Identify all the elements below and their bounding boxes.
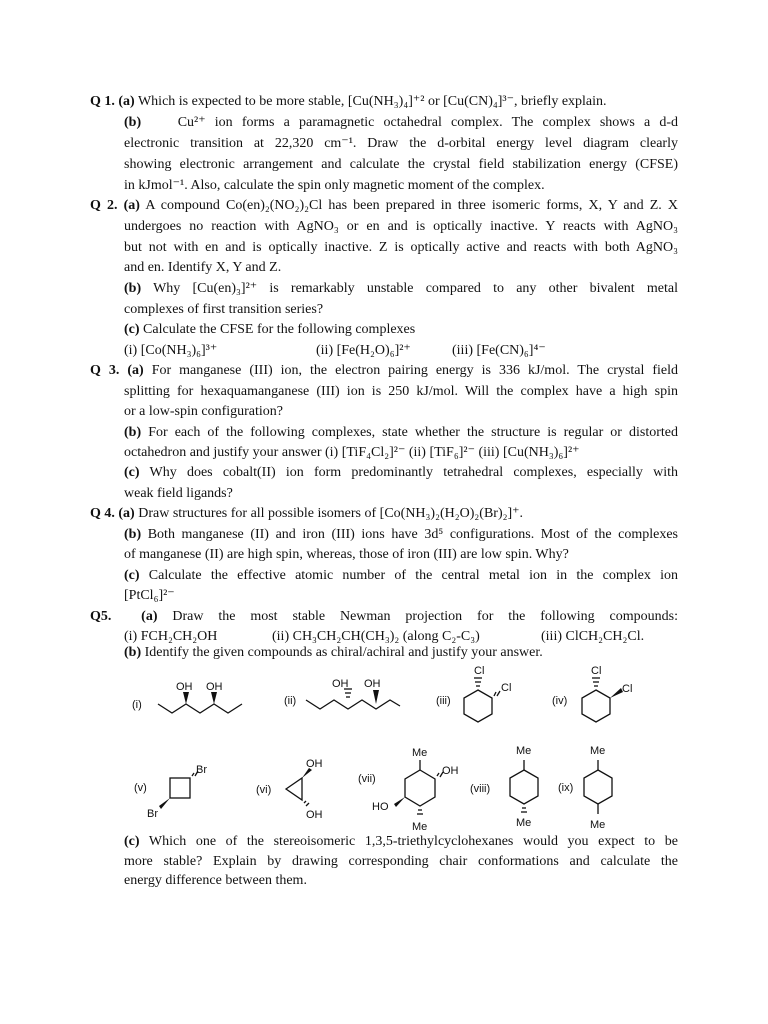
structure-ix — [558, 745, 612, 831]
structure-iii-hash-5 — [497, 691, 500, 696]
structure-v-ring — [170, 778, 190, 798]
structure-iii-cl-1: Cl — [474, 665, 485, 677]
q2-a-line4: and en. Identify X, Y and Z. — [124, 260, 282, 275]
q2-a-part: (a) — [123, 198, 140, 213]
structure-viii-ring — [510, 770, 538, 804]
structure-ix-me-bottom: Me — [590, 819, 606, 831]
structure-viii-label: (viii) — [470, 783, 491, 795]
structure-vii-label: (vii) — [358, 773, 376, 785]
structure-ii-oh-2: OH — [364, 678, 381, 690]
q3-b-part: (b) — [124, 425, 142, 440]
q5-c-text1: Which one of the stereoisomeric 1,3,5-triethylcyclohexanes would you expect to be — [148, 834, 678, 849]
q3-b-line2: octahedron and justify your answer (i) [TiF₄Cl₂]²⁻ (ii) [TiF₆]²⁻ (iii) [Cu(NH₃)₆]²⁺ — [124, 445, 580, 460]
structure-iii-hash-4 — [494, 692, 496, 696]
structure-ii-label: (ii) — [284, 695, 297, 707]
q5-a-i: (i) FCH₂CH₂OH — [124, 629, 218, 644]
q4-a-line1: Q 4. (a) Draw structures for all possible isomers of [Co(NH₃)₂(H₂O)₂(Br)₂]⁺. — [90, 506, 524, 521]
structure-i — [132, 681, 242, 713]
q1-a-part: (a) — [118, 94, 135, 109]
structure-viii — [470, 745, 538, 829]
structure-vi-hash-1 — [304, 801, 306, 803]
structure-i-oh-1: OH — [176, 681, 193, 693]
structure-iv-cl-1: Cl — [591, 665, 602, 677]
q5-a-iii: (iii) ClCH₂CH₂Cl. — [541, 629, 645, 644]
structure-iv-cl-2: Cl — [622, 683, 633, 695]
structure-iv-label: (iv) — [552, 695, 568, 707]
q2-a-line2: undergoes no reaction with AgNO₃ or en and is optically inactive. Y reacts with AgNO₃ — [124, 219, 678, 234]
structure-v-br-2: Br — [147, 808, 158, 820]
q2-a-line1: Q 2. (a) A compound Co(en)₂(NO₂)₂Cl has been prepared in three isomeric forms, X, Y and Z. X — [90, 198, 679, 213]
q3-a-text1: For manganese (III) ion, the electron pairing energy is 336 kJ/mol. The crystal field — [151, 363, 679, 378]
q3-a-line3: or a low-spin configuration? — [124, 404, 284, 419]
q5-a-ii: (ii) CH₃CH₂CH(CH₃)₂ (along C₂-C₃) — [272, 629, 480, 644]
structure-vi-hash-2 — [306, 803, 309, 806]
structure-iv — [552, 665, 632, 722]
q4-a-part: (a) — [118, 506, 135, 521]
q3-c-part: (c) — [124, 465, 140, 480]
q2-b-line2: complexes of first transition series? — [124, 302, 324, 317]
structure-iii-ring — [464, 690, 492, 722]
q3-number: Q 3 — [90, 363, 116, 378]
structure-v — [134, 764, 207, 820]
q1-b-line3: showing electronic arrangement and calculate the crystal field stabilization energy (CFSE) — [124, 157, 678, 172]
structure-vi — [256, 758, 323, 821]
q2-b-text1: Why [Cu(en)₃]²⁺ is remarkably unstable compared to any other bivalent metal — [153, 281, 678, 296]
structure-i-chain — [158, 704, 242, 713]
structure-ii-wedge — [373, 690, 379, 704]
structure-vi-oh-1: OH — [306, 758, 323, 770]
q2-b-part: (b) — [124, 281, 142, 296]
structure-ix-me-top: Me — [590, 745, 606, 757]
q2-c-iii: (iii) [Fe(CN)₆]⁴⁻ — [452, 343, 546, 358]
q4-b-part: (b) — [124, 527, 142, 542]
q4-b-line2: of manganese (II) are high spin, whereas, those of iron (III) are low spin. Why? — [124, 547, 569, 562]
q1-a-text: Which is expected to be more stable, [Cu(NH₃)₄]⁺² or [Cu(CN)₄]³⁻, briefly explain. — [137, 94, 607, 109]
structure-vii-me-top: Me — [412, 747, 428, 759]
structure-viii-me-bottom: Me — [516, 817, 532, 829]
q5-c-line3: energy difference between them. — [124, 873, 307, 888]
q2-number: Q 2 — [90, 198, 115, 213]
q3-c-line2: weak field ligands? — [124, 486, 233, 501]
structure-v-label: (v) — [134, 782, 147, 794]
structure-ii-oh-1: OH — [332, 678, 349, 690]
structure-vi-ring — [286, 778, 302, 800]
q4-a-text1: Draw structures for all possible isomers of [Co(NH₃)₂(H₂O)₂(Br)₂]⁺. — [138, 506, 524, 521]
q5-c-line1 — [124, 832, 678, 852]
structure-ii — [284, 678, 400, 709]
structure-ix-label: (ix) — [558, 782, 574, 794]
q2-c-i: (i) [Co(NH₃)₆]³⁺ — [124, 343, 218, 358]
q2-c-text1: Calculate the CFSE for the following complexes — [143, 322, 416, 337]
structure-vii-me-bottom: Me — [412, 821, 428, 833]
q2-a-line3: but not with en and is optically inactive. Z is optically active and reacts with both AgNO₃ — [124, 240, 678, 255]
structure-i-oh-2: OH — [206, 681, 223, 693]
structure-vii-oh: OH — [442, 765, 459, 777]
structure-i-wedge-2 — [211, 692, 217, 704]
structure-iii — [436, 665, 511, 722]
structure-vi-oh-2: OH — [306, 809, 323, 821]
q1-b-text1: Cu²⁺ ion forms a paramagnetic octahedral complex. The complex shows a d-d — [177, 115, 679, 130]
q1-a: Q 1. (a) Which is expected to be more stable, [Cu(NH₃)₄]⁺² or [Cu(CN)₄]³⁻, briefly explain. — [90, 94, 607, 109]
q2-c-ii: (ii) [Fe(H₂O)₆]²⁺ — [316, 343, 411, 358]
structure-i-label: (i) — [132, 699, 142, 711]
q1-b-line4: in kJmol⁻¹. Also, calculate the spin only magnetic moment of the complex. — [124, 178, 545, 193]
structure-v-hash-1 — [192, 773, 194, 776]
q4-c-text1: Calculate the effective atomic number of the central metal ion in the complex ion — [148, 568, 678, 583]
q5-a-part: (a) — [141, 609, 158, 624]
q1-b-part: (b) — [124, 115, 142, 130]
q5-b-part: (b) — [124, 645, 142, 660]
q5-c-line2: more stable? Explain by drawing corresponding chair conformations and calculate the — [124, 854, 678, 869]
structure-vii-ho: HO — [372, 801, 389, 813]
q3-b-text1: For each of the following complexes, state whether the structure is regular or distorted — [148, 425, 678, 440]
structure-vii-ring — [405, 770, 435, 806]
structure-ix-ring — [584, 770, 612, 804]
structure-iii-label: (iii) — [436, 695, 451, 707]
q2-a-text1: A compound Co(en)₂(NO₂)₂Cl has been prepared in three isomeric forms, X, Y and Z. X — [145, 198, 679, 213]
structure-ii-chain — [306, 700, 400, 709]
q4-number: Q 4 — [90, 506, 112, 521]
q4-b-text1: Both manganese (II) and iron (III) ions have 3d⁵ configurations. Most of the complexes — [147, 527, 678, 542]
structure-iv-ring — [582, 690, 610, 722]
structure-viii-me-top: Me — [516, 745, 532, 757]
structure-vi-label: (vi) — [256, 784, 272, 796]
structure-vii — [358, 747, 459, 833]
q1-b-line2: electronic transition at 22,320 cm⁻¹. Draw the d-orbital energy level diagram clearly — [124, 136, 678, 151]
q4-c-part: (c) — [124, 568, 140, 583]
q3-c-text1: Why does cobalt(II) ion form predominantly tetrahedral complexes, especially with — [149, 465, 678, 480]
q5-number: Q5. — [90, 609, 112, 624]
structure-iii-cl-2: Cl — [501, 682, 512, 694]
q5-a-text1: Draw the most stable Newman projection for the following compounds: — [172, 609, 678, 624]
q3-a-part: (a) — [127, 363, 144, 378]
q2-c-part: (c) — [124, 322, 140, 337]
q4-c-line2: [PtCl₆]²⁻ — [124, 588, 175, 603]
structure-v-wedge — [159, 798, 170, 809]
structure-v-br-1: Br — [196, 764, 207, 776]
q5-b-text1: Identify the given compounds as chiral/achiral and justify your answer. — [144, 645, 543, 660]
q5-c-part: (c) — [124, 834, 140, 849]
q3-a-line1: Q 3. (a) For manganese (III) ion, the electron pairing energy is 336 kJ/mol. The crystal field — [90, 363, 679, 378]
q3-a-line2: splitting for hexaquamanganese (III) ion is 250 kJ/mol. Will the complex have a high spin — [124, 384, 678, 399]
structure-i-wedge-1 — [183, 692, 189, 704]
q1-number: Q 1 — [90, 94, 112, 109]
structure-vii-hash-1 — [437, 773, 439, 776]
structure-vii-wedge — [394, 797, 405, 807]
